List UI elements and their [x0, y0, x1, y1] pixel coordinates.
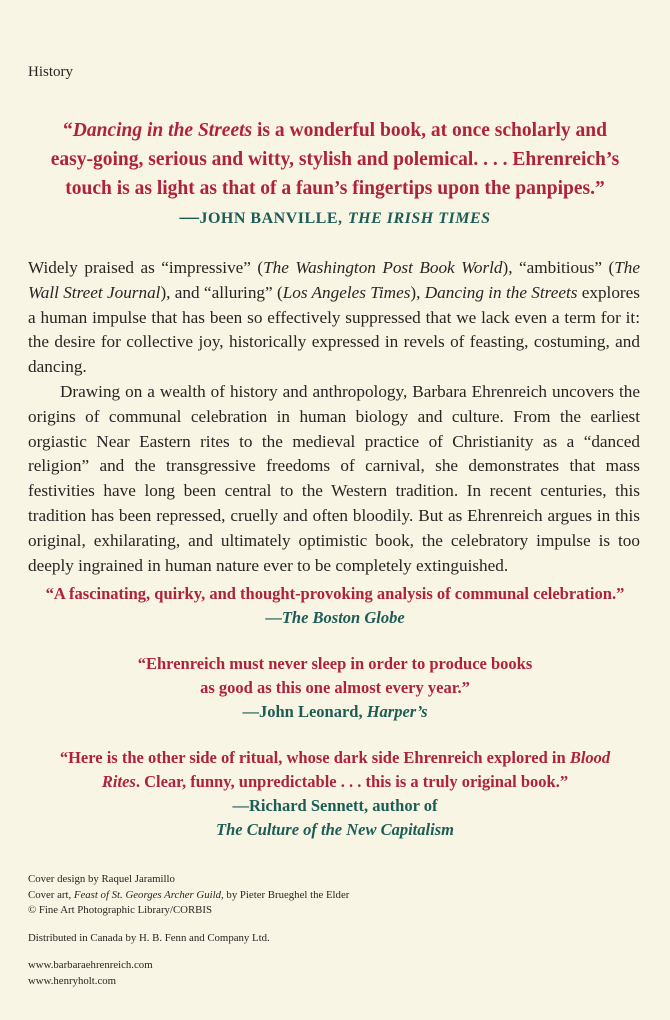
quote-line: easy-going, serious and witty, stylish and polemical. . . . Ehrenreich’s — [50, 149, 620, 170]
quote-text: “A fascinating, quirky, and thought-provoking analysis of communal celebration.” — [45, 584, 625, 603]
credit-art-title: Feast of St. Georges Archer Guild, — [73, 888, 224, 901]
quote-text: . Clear, funny, unpredictable . . . this is a truly original book.” — [135, 772, 569, 791]
pull-quote-leonard — [20, 652, 650, 724]
cover-credits — [28, 872, 628, 989]
blurb-text: ), “ambitious” ( — [502, 258, 615, 277]
blurb-text: ), and “alluring” ( — [160, 282, 283, 302]
pull-quote-boston-globe — [20, 582, 650, 630]
quote-line — [20, 770, 650, 794]
quote-attribution — [20, 606, 650, 630]
open-quote-mark: “ — [63, 120, 73, 141]
spacer — [28, 919, 628, 931]
quote-attribution — [20, 203, 650, 233]
blurb-italic-title: Los Angeles Times — [282, 282, 411, 302]
attribution-dash: — — [179, 207, 200, 228]
attribution-publication: THE IRISH TIMES — [347, 210, 491, 227]
credit-copyright: © Fine Art Photographic Library/CORBIS — [28, 904, 212, 916]
credit-art-suffix: by Pieter Brueghel the Elder — [223, 888, 350, 901]
quote-book-title: Blood — [569, 748, 611, 767]
blurb-italic-title: The Wall Street Journal — [28, 258, 640, 302]
credit-design: Cover design by Raquel Jaramillo — [28, 873, 175, 885]
pull-quote-sennett — [20, 746, 650, 842]
attribution-name: —John Leonard, — [242, 702, 367, 721]
publisher-website-link[interactable]: www.henryholt.com — [28, 974, 117, 987]
credit-art — [28, 888, 628, 904]
spacer — [28, 946, 628, 958]
credit-distribution: Distributed in Canada by H. B. Fenn and Company Ltd. — [28, 931, 270, 944]
quote-line: touch is as light as that of a faun’s fingertips upon the panpipes.” — [65, 178, 605, 199]
quote-line — [20, 746, 650, 770]
credit-art-prefix: Cover art, — [28, 888, 74, 901]
blurb-text: Widely praised as “impressive” ( — [28, 258, 264, 277]
pull-quote-banville — [20, 116, 650, 233]
blurb-paragraph-2: Drawing on a wealth of history and anthropology, Barbara Ehrenreich uncovers the origins of communal celebration in human biology and culture. From the earliest orgiastic Near Eastern rites to the medieval practice of Christianity as a “danced religion” and the transgressive freedoms of carnival, she demonstrates that mass festivities have long been central to the Western tradition. In recent centuries, this tradition has been repressed, cruelly and often bloodily. But as Ehrenreich argues in this original, exhilarating, and ultimately optimistic book, the celebratory impulse is too deeply ingrained in human nature ever to be completely extinguished. — [28, 381, 640, 575]
blurb-text: ), — [410, 282, 425, 302]
quote-line: as good as this one almost every year.” — [200, 678, 470, 697]
attribution-name: JOHN BANVILLE, — [199, 210, 343, 227]
quote-line — [20, 116, 650, 145]
quote-line: “Ehrenreich must never sleep in order to produce books — [137, 654, 533, 673]
description-blurb — [28, 256, 640, 578]
attribution-publication: The Boston Globe — [281, 608, 405, 627]
blurb-italic-title: Dancing in the Streets — [424, 282, 578, 302]
attribution-book — [20, 818, 650, 842]
attribution-book-title: The Culture of the New Capitalism — [216, 820, 454, 839]
blurb-italic-title: The Washington Post Book World — [263, 258, 503, 277]
quote-text: is a wonderful book, at once scholarly and — [252, 120, 607, 141]
attribution-publication: Harper’s — [366, 702, 428, 721]
quote-book-title: Rites — [101, 772, 136, 791]
author-website-link[interactable]: www.barbaraehrenreich.com — [28, 959, 153, 971]
quote-attribution: —Richard Sennett, author of — [232, 796, 438, 815]
blurb-text: explores a human impulse that has been so effectively suppressed that we lack even a term for it: the desire for collective joy, historically expressed in revels of feasting, costuming, and dancing. — [28, 282, 640, 377]
category-label: History — [28, 64, 73, 80]
attribution-dash: — — [265, 608, 282, 627]
blurb-paragraph-1 — [28, 256, 640, 380]
quote-attribution — [20, 700, 650, 724]
quote-text: “Here is the other side of ritual, whose dark side Ehrenreich explored in — [59, 748, 570, 767]
quote-book-title: Dancing in the Streets — [72, 120, 253, 141]
